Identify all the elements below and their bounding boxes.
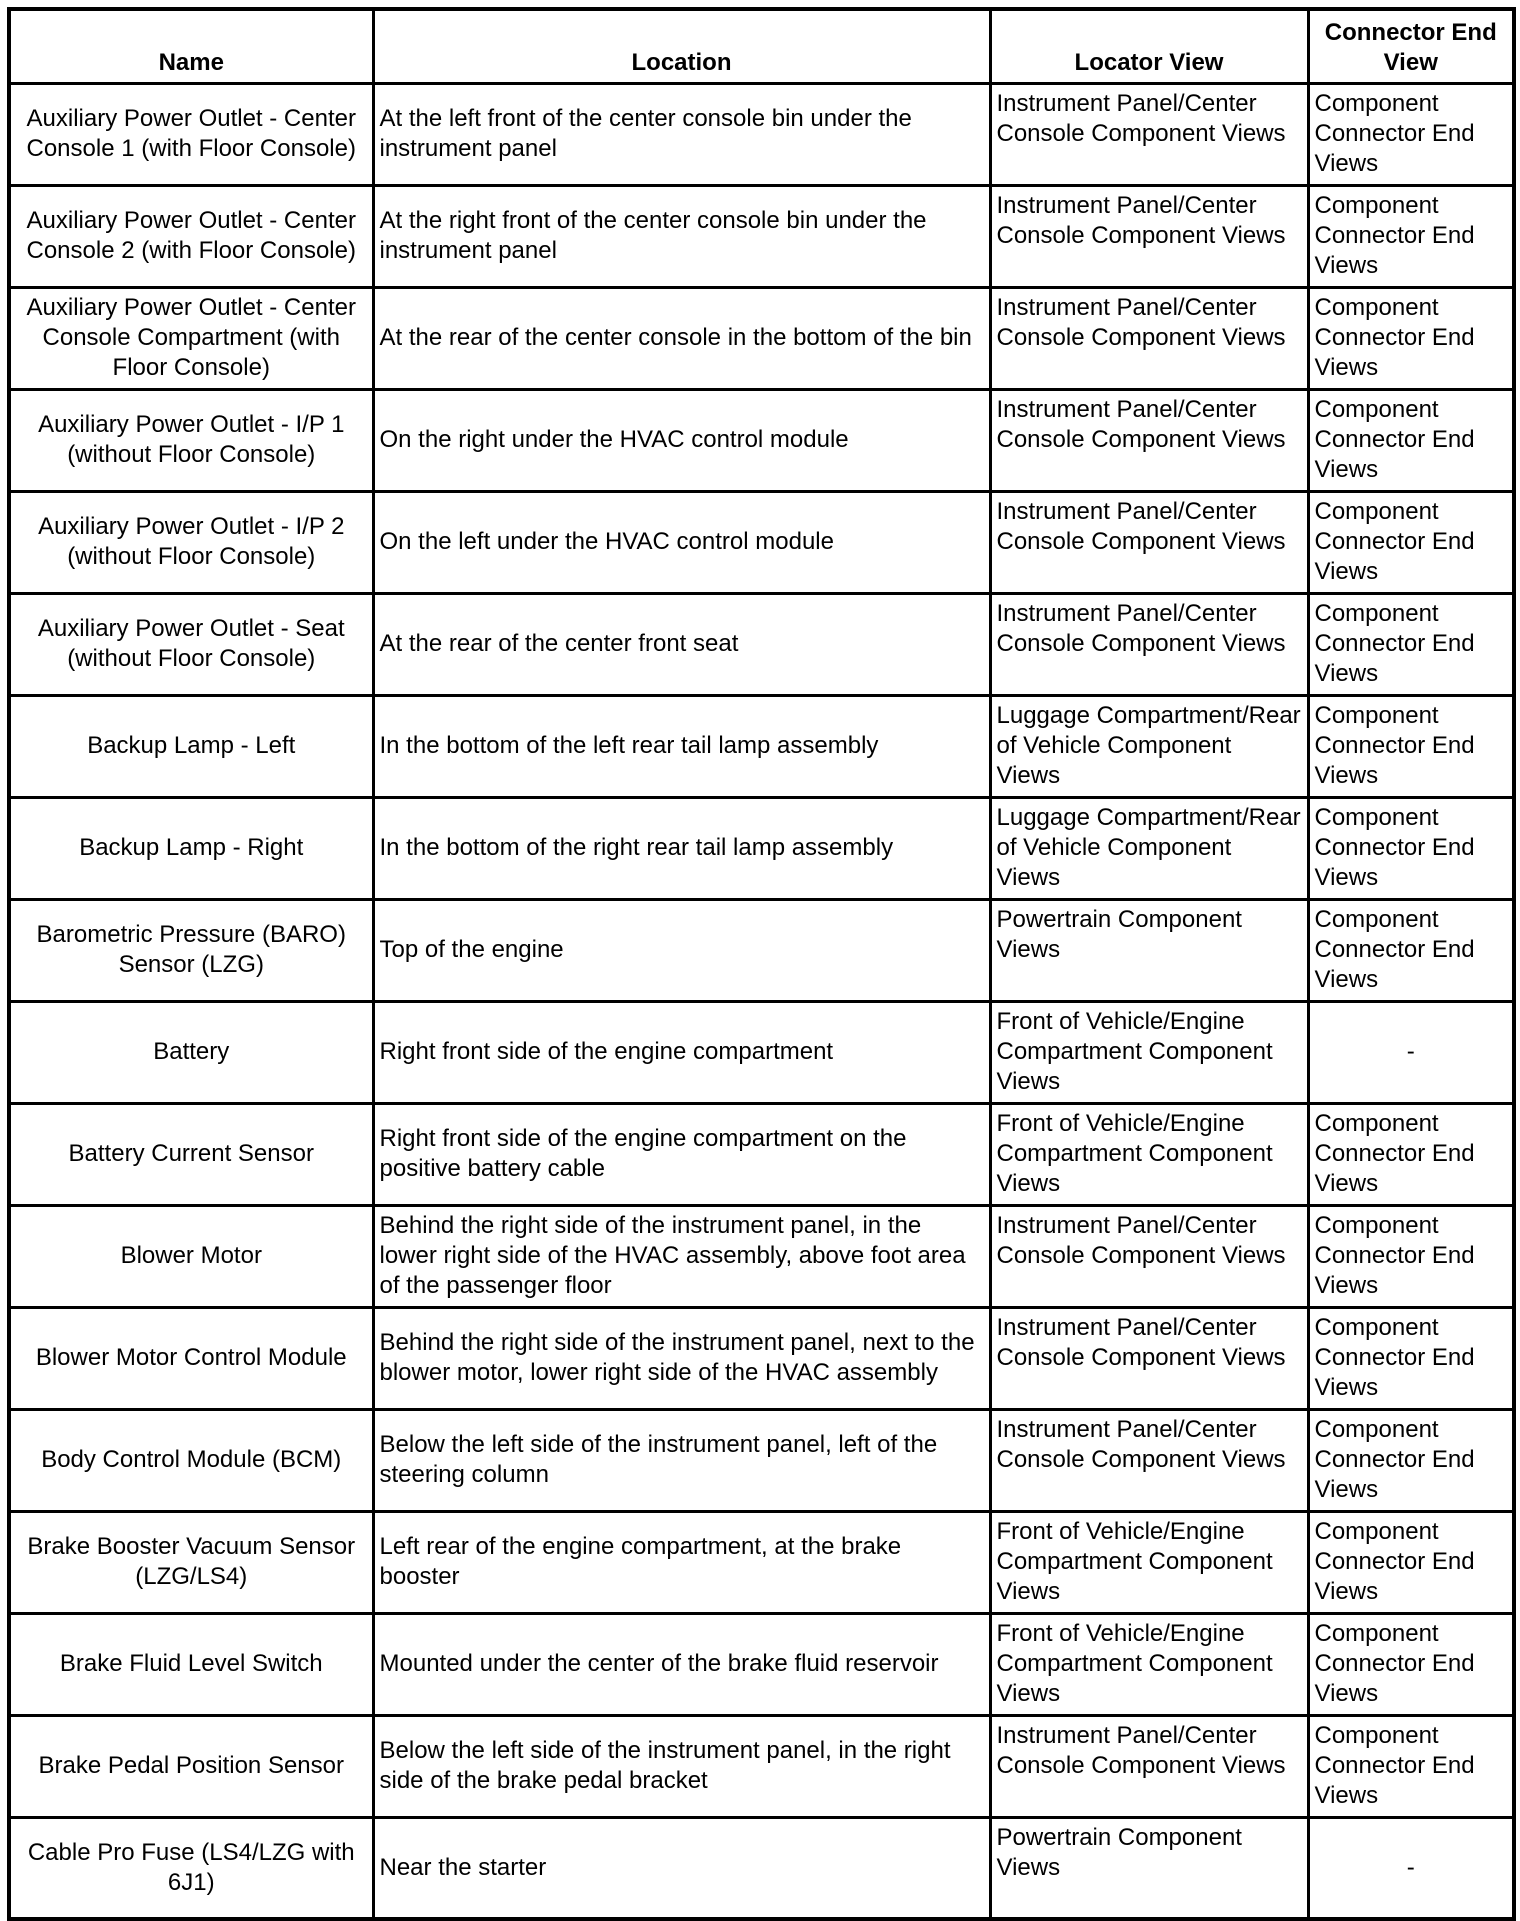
connector-end-view-cell: Component Connector End Views [1308, 797, 1514, 899]
header-connector-end-view: Connector End View [1308, 9, 1514, 83]
location-cell: On the right under the HVAC control module [373, 389, 990, 491]
name-cell: Barometric Pressure (BARO) Sensor (LZG) [9, 899, 373, 1001]
connector-end-view-cell: Component Connector End Views [1308, 1511, 1514, 1613]
location-cell: At the right front of the center console bin under the instrument panel [373, 185, 990, 287]
location-cell: Behind the right side of the instrument panel, next to the blower motor, lower right side of the HVAC assembly [373, 1307, 990, 1409]
table-row [9, 1103, 1514, 1205]
table-row [9, 593, 1514, 695]
location-cell: Below the left side of the instrument panel, left of the steering column [373, 1409, 990, 1511]
table-row [9, 1001, 1514, 1103]
location-cell: Below the left side of the instrument panel, in the right side of the brake pedal bracket [373, 1715, 990, 1817]
name-cell: Brake Fluid Level Switch [9, 1613, 373, 1715]
table-row [9, 797, 1514, 899]
locator-view-cell: Instrument Panel/Center Console Component Views [990, 185, 1308, 287]
connector-end-view-cell: Component Connector End Views [1308, 593, 1514, 695]
table-row [9, 83, 1514, 185]
table-row [9, 1715, 1514, 1817]
name-cell: Blower Motor [9, 1205, 373, 1307]
table-row [9, 1613, 1514, 1715]
connector-end-view-cell: Component Connector End Views [1308, 1613, 1514, 1715]
connector-end-view-cell: Component Connector End Views [1308, 287, 1514, 389]
location-cell: In the bottom of the right rear tail lamp assembly [373, 797, 990, 899]
table-row [9, 1511, 1514, 1613]
location-cell: At the left front of the center console bin under the instrument panel [373, 83, 990, 185]
connector-end-view-cell: Component Connector End Views [1308, 1307, 1514, 1409]
locator-view-cell: Front of Vehicle/Engine Compartment Component Views [990, 1103, 1308, 1205]
location-cell: In the bottom of the left rear tail lamp assembly [373, 695, 990, 797]
locator-view-cell: Instrument Panel/Center Console Component Views [990, 491, 1308, 593]
name-cell: Auxiliary Power Outlet - Center Console 1 (with Floor Console) [9, 83, 373, 185]
connector-end-view-cell: Component Connector End Views [1308, 1715, 1514, 1817]
table-row [9, 1307, 1514, 1409]
header-name: Name [9, 9, 373, 83]
header-locator-view: Locator View [990, 9, 1308, 83]
locator-view-cell: Instrument Panel/Center Console Component Views [990, 287, 1308, 389]
locator-view-cell: Luggage Compartment/Rear of Vehicle Component Views [990, 695, 1308, 797]
connector-end-view-cell: Component Connector End Views [1308, 1205, 1514, 1307]
table-row [9, 695, 1514, 797]
table-row [9, 899, 1514, 1001]
locator-view-cell: Instrument Panel/Center Console Component Views [990, 1715, 1308, 1817]
locator-view-cell: Instrument Panel/Center Console Component Views [990, 389, 1308, 491]
name-cell: Blower Motor Control Module [9, 1307, 373, 1409]
table-row [9, 287, 1514, 389]
location-cell: Right front side of the engine compartment on the positive battery cable [373, 1103, 990, 1205]
name-cell: Backup Lamp - Right [9, 797, 373, 899]
locator-view-cell: Luggage Compartment/Rear of Vehicle Component Views [990, 797, 1308, 899]
locator-view-cell: Instrument Panel/Center Console Component Views [990, 1409, 1308, 1511]
connector-end-view-cell: Component Connector End Views [1308, 491, 1514, 593]
header-row [9, 9, 1514, 83]
location-cell: At the rear of the center console in the bottom of the bin [373, 287, 990, 389]
locator-view-cell: Powertrain Component Views [990, 899, 1308, 1001]
name-cell: Brake Booster Vacuum Sensor (LZG/LS4) [9, 1511, 373, 1613]
name-cell: Brake Pedal Position Sensor [9, 1715, 373, 1817]
locator-view-cell: Instrument Panel/Center Console Component Views [990, 1307, 1308, 1409]
connector-end-view-cell: Component Connector End Views [1308, 1103, 1514, 1205]
table-row [9, 1409, 1514, 1511]
table-row [9, 1817, 1514, 1919]
location-cell: Top of the engine [373, 899, 990, 1001]
connector-end-view-cell: Component Connector End Views [1308, 695, 1514, 797]
name-cell: Cable Pro Fuse (LS4/LZG with 6J1) [9, 1817, 373, 1919]
name-cell: Auxiliary Power Outlet - I/P 1 (without Floor Console) [9, 389, 373, 491]
locator-view-cell: Front of Vehicle/Engine Compartment Component Views [990, 1001, 1308, 1103]
name-cell: Battery [9, 1001, 373, 1103]
locator-view-cell: Front of Vehicle/Engine Compartment Component Views [990, 1613, 1308, 1715]
locator-view-cell: Powertrain Component Views [990, 1817, 1308, 1919]
table-row [9, 185, 1514, 287]
location-cell: Left rear of the engine compartment, at the brake booster [373, 1511, 990, 1613]
connector-end-view-cell: Component Connector End Views [1308, 389, 1514, 491]
locator-view-cell: Instrument Panel/Center Console Component Views [990, 593, 1308, 695]
connector-end-view-cell: Component Connector End Views [1308, 1409, 1514, 1511]
component-locator-table [7, 7, 1516, 1921]
name-cell: Auxiliary Power Outlet - I/P 2 (without Floor Console) [9, 491, 373, 593]
name-cell: Auxiliary Power Outlet - Center Console 2 (with Floor Console) [9, 185, 373, 287]
table-body [9, 83, 1514, 1919]
locator-view-cell: Instrument Panel/Center Console Component Views [990, 83, 1308, 185]
table-row [9, 389, 1514, 491]
connector-end-view-cell: - [1308, 1817, 1514, 1919]
header-location: Location [373, 9, 990, 83]
component-locator-page [7, 7, 1512, 1896]
name-cell: Auxiliary Power Outlet - Center Console Compartment (with Floor Console) [9, 287, 373, 389]
location-cell: Near the starter [373, 1817, 990, 1919]
locator-view-cell: Front of Vehicle/Engine Compartment Component Views [990, 1511, 1308, 1613]
location-cell: Right front side of the engine compartment [373, 1001, 990, 1103]
connector-end-view-cell: - [1308, 1001, 1514, 1103]
table-row [9, 491, 1514, 593]
table-row [9, 1205, 1514, 1307]
name-cell: Auxiliary Power Outlet - Seat (without Floor Console) [9, 593, 373, 695]
name-cell: Body Control Module (BCM) [9, 1409, 373, 1511]
location-cell: Behind the right side of the instrument panel, in the lower right side of the HVAC assembly, above foot area of the passenger floor [373, 1205, 990, 1307]
connector-end-view-cell: Component Connector End Views [1308, 185, 1514, 287]
connector-end-view-cell: Component Connector End Views [1308, 899, 1514, 1001]
connector-end-view-cell: Component Connector End Views [1308, 83, 1514, 185]
location-cell: At the rear of the center front seat [373, 593, 990, 695]
location-cell: Mounted under the center of the brake fluid reservoir [373, 1613, 990, 1715]
name-cell: Battery Current Sensor [9, 1103, 373, 1205]
name-cell: Backup Lamp - Left [9, 695, 373, 797]
location-cell: On the left under the HVAC control module [373, 491, 990, 593]
locator-view-cell: Instrument Panel/Center Console Component Views [990, 1205, 1308, 1307]
